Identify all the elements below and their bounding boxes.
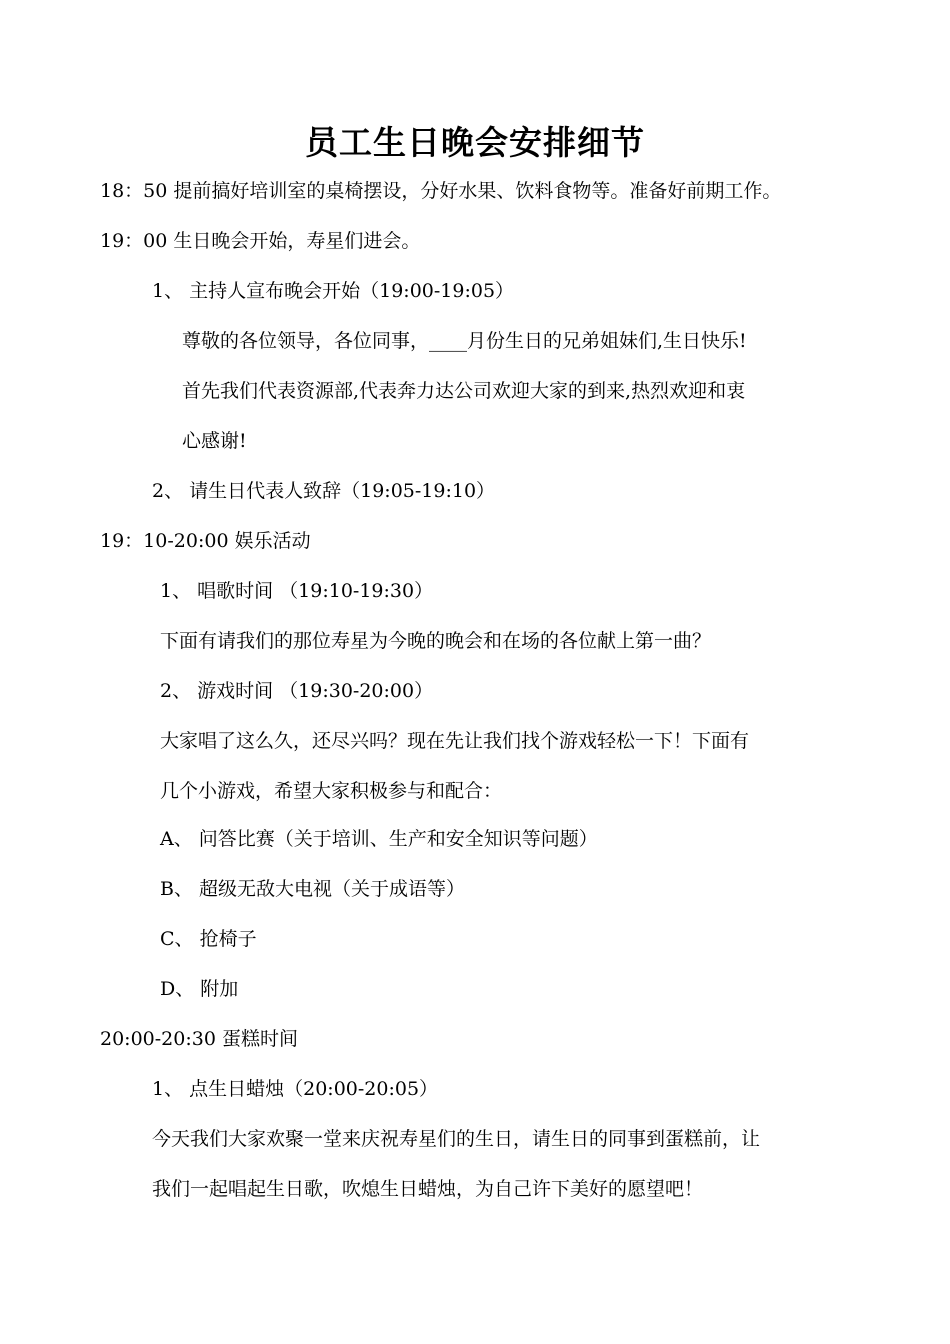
item-representative-speech: 2、 请生日代表人致辞（19:05-19:10） [152,480,496,502]
paragraph-line: 尊敬的各位领导，各位同事，____月份生日的兄弟姐妹们,生日快乐! [182,330,747,352]
paragraph-line: 大家唱了这么久，还尽兴吗？现在先让我们找个游戏轻松一下！下面有 [160,730,750,752]
game-option-b: B、 超级无敌大电视（关于成语等） [160,878,466,900]
paragraph-line: 首先我们代表资源部,代表奔力达公司欢迎大家的到来,热烈欢迎和衷 [182,380,746,402]
paragraph-line: 几个小游戏，希望大家积极参与和配合： [160,780,503,802]
schedule-entertainment: 19：10-20:00 娱乐活动 [100,530,311,552]
game-option-c: C、 抢椅子 [160,928,257,950]
item-host-opening: 1、 主持人宣布晚会开始（19:00-19:05） [152,280,515,302]
schedule-cake: 20:00-20:30 蛋糕时间 [100,1028,298,1050]
page-title: 员工生日晚会安排细节 [305,123,645,162]
item-light-candles: 1、 点生日蜡烛（20:00-20:05） [152,1078,439,1100]
game-option-d: D、 附加 [160,978,239,1000]
paragraph-line: 我们一起唱起生日歌，吹熄生日蜡烛，为自己许下美好的愿望吧！ [152,1178,704,1200]
schedule-1900: 19：00 生日晚会开始，寿星们进会。 [100,230,421,252]
item-games: 2、 游戏时间 （19:30-20:00） [160,680,434,702]
paragraph-line: 心感谢! [182,430,247,452]
game-option-a: A、 问答比赛（关于培训、生产和安全知识等问题） [160,828,598,850]
paragraph-line: 今天我们大家欢聚一堂来庆祝寿星们的生日，请生日的同事到蛋糕前，让 [152,1128,761,1150]
paragraph-line: 下面有请我们的那位寿星为今晚的晚会和在场的各位献上第一曲？ [160,630,712,652]
item-singing: 1、 唱歌时间 （19:10-19:30） [160,580,434,602]
schedule-1850: 18：50 提前搞好培训室的桌椅摆设，分好水果、饮料食物等。准备好前期工作。 [100,180,782,202]
